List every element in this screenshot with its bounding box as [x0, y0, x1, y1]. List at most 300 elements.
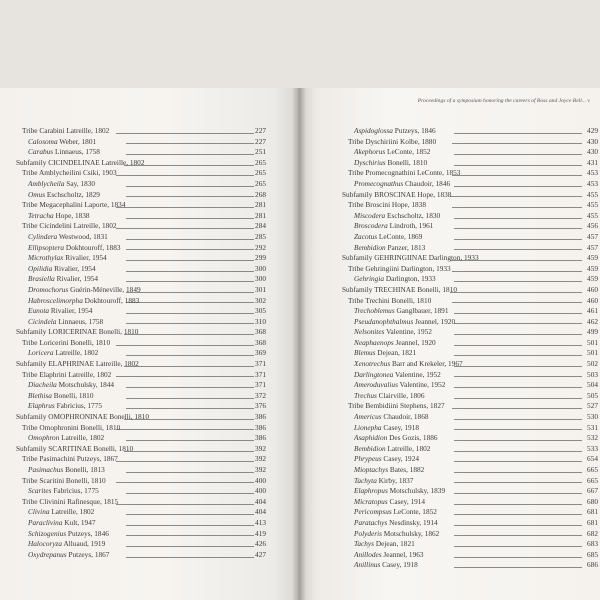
- leader-line: [454, 355, 582, 356]
- toc-entry-page: 371: [255, 369, 266, 379]
- toc-entry: [16, 190, 278, 201]
- toc-entry: [342, 221, 600, 232]
- toc-entry-name: Clivina Latreille, 1802: [28, 507, 95, 517]
- toc-entry-name: Mioptachys Bates, 1882: [354, 465, 425, 474]
- toc-entry-name: Scarites Fabricius, 1775: [28, 486, 99, 496]
- toc-entry-page: 456: [587, 221, 598, 231]
- leader-line: [454, 504, 582, 505]
- leader-line: [126, 546, 254, 547]
- toc-entry-page: 400: [255, 486, 266, 496]
- toc-entry-name: Asaphidion Des Gozis, 1886: [354, 433, 438, 443]
- toc-entry-name: Omus Eschscholtz, 1829: [28, 189, 100, 199]
- toc-entry-name: Omophron Latreille, 1802: [28, 433, 105, 443]
- toc-entry-name: Tachys Dejean, 1821: [354, 539, 415, 549]
- toc-entry: [16, 274, 278, 285]
- toc-entry-name: Calosoma Weber, 1801: [28, 136, 97, 146]
- toc-entry: [16, 539, 278, 550]
- toc-entry-name: Elaphropus Motschulsky, 1839: [354, 486, 446, 496]
- leader-line: [124, 334, 254, 335]
- toc-entry: [16, 518, 278, 529]
- leader-line: [124, 451, 254, 452]
- toc-entry: [16, 221, 278, 232]
- toc-entry-page: 392: [255, 465, 266, 474]
- leader-line: [116, 207, 254, 208]
- toc-entry-page: 499: [587, 327, 598, 337]
- left-page: [0, 88, 298, 600]
- toc-entry-page: 251: [255, 147, 266, 157]
- toc-entry-page: 281: [255, 210, 266, 220]
- toc-entry-name: Tribe Cicindelini Latreille, 1802: [22, 221, 117, 231]
- toc-entry-page: 427: [255, 549, 266, 559]
- toc-entry-page: 665: [587, 475, 598, 485]
- leader-line: [126, 355, 254, 356]
- toc-entry: [16, 327, 278, 338]
- leader-line: [452, 302, 582, 303]
- toc-entry: [342, 264, 600, 275]
- leader-line: [454, 482, 582, 483]
- leader-line: [126, 493, 254, 494]
- toc-entry: [16, 296, 278, 307]
- toc-entry-name: Tribe Carabini Latreille, 1802: [22, 126, 110, 135]
- toc-entry-page: 457: [587, 231, 598, 241]
- leader-line: [452, 408, 582, 409]
- leader-line: [126, 260, 254, 261]
- toc-entry-name: Tribe Dyschiriini Kolbe, 1880: [348, 136, 437, 146]
- toc-entry-page: 459: [587, 274, 598, 284]
- leader-line: [454, 557, 582, 558]
- leader-line: [126, 154, 254, 155]
- toc-entry-name: Trechoblemus Ganglbauer, 1891: [354, 306, 449, 316]
- toc-entry: [342, 560, 600, 571]
- toc-entry-name: Subfamily ELAPHRINAE Latreille, 1802: [16, 359, 139, 369]
- leader-line: [126, 472, 254, 473]
- toc-entry-page: 430: [587, 136, 598, 146]
- leader-line: [124, 366, 254, 367]
- leader-line: [454, 387, 582, 388]
- toc-entry-name: Blemus Dejean, 1821: [354, 348, 417, 358]
- toc-entry: [342, 507, 600, 518]
- toc-entry-name: Anillinus Casey, 1918: [354, 560, 418, 570]
- toc-entry-page: 686: [587, 560, 598, 570]
- toc-entry-page: 460: [587, 284, 598, 294]
- toc-entry-name: Amblycheila Say, 1830: [28, 178, 96, 188]
- leader-line: [454, 281, 582, 282]
- toc-entry: [342, 423, 600, 434]
- toc-entry-page: 505: [587, 390, 598, 400]
- toc-entry-name: Dyschirius Bonelli, 1810: [354, 157, 428, 167]
- leader-line: [454, 345, 582, 346]
- toc-entry: [342, 243, 600, 254]
- toc-entry-name: Tribe Loricerini Bonelli, 1810: [22, 337, 111, 347]
- toc-entry-page: 681: [587, 507, 598, 517]
- leader-line: [126, 440, 254, 441]
- toc-entry-name: Opilidia Rivalier, 1954: [28, 263, 96, 273]
- toc-entry: [342, 476, 600, 487]
- toc-entry-page: 462: [587, 316, 598, 326]
- toc-entry: [16, 476, 278, 487]
- toc-entry-name: Dromochorus Guérin-Méneville, 1849: [28, 284, 141, 294]
- toc-entry-page: 685: [587, 549, 598, 559]
- page-number: v: [587, 98, 590, 104]
- leader-line: [126, 218, 254, 219]
- toc-entry-page: 426: [255, 539, 266, 549]
- toc-entry-page: 284: [255, 221, 266, 231]
- toc-entry-name: Eunota Rivalier, 1954: [28, 306, 93, 316]
- toc-entry-name: Americus Chaudoir, 1868: [354, 412, 429, 422]
- leader-line: [126, 196, 254, 197]
- toc-entry-page: 530: [587, 412, 598, 422]
- toc-entry-name: Anillodes Jeannel, 1963: [354, 549, 424, 559]
- toc-entry-page: 430: [587, 147, 598, 157]
- toc-entry-name: Oxydrepanus Putzeys, 1867: [28, 549, 110, 559]
- toc-entry-name: Habroscelimorpha Dokhtouroff, 1883: [28, 295, 140, 305]
- toc-entry: [342, 486, 600, 497]
- toc-entry: [16, 359, 278, 370]
- toc-entry-name: Diacheila Motschulsky, 1844: [28, 380, 115, 390]
- toc-entry-page: 504: [587, 380, 598, 390]
- toc-entry-page: 431: [587, 157, 598, 167]
- toc-entry: [342, 327, 600, 338]
- leader-line: [126, 557, 254, 558]
- toc-entry-name: Subfamily OMOPHRONINAE Bonelli, 1810: [16, 412, 149, 422]
- toc-entry: [16, 497, 278, 508]
- toc-entry-page: 502: [587, 359, 598, 369]
- leader-line: [454, 334, 582, 335]
- toc-entry-name: Neaphaenops Jeannel, 1920: [354, 337, 436, 347]
- toc-entry-page: 404: [255, 496, 266, 506]
- toc-entry: [16, 380, 278, 391]
- toc-entry-page: 292: [255, 242, 266, 252]
- toc-entry-page: 301: [255, 284, 266, 294]
- toc-entry-page: 299: [255, 253, 266, 263]
- toc-entry-page: 300: [255, 274, 266, 284]
- toc-entry-name: Darlingtonea Valentine, 1952: [354, 369, 441, 379]
- toc-entry-page: 386: [255, 433, 266, 443]
- leader-line: [126, 292, 254, 293]
- toc-entry-page: 453: [587, 178, 598, 188]
- toc-entry: [16, 507, 278, 518]
- leader-line: [454, 366, 582, 367]
- right-contents-list: [342, 126, 600, 571]
- toc-entry-name: Tribe Promecognathini LeConte, 1853: [348, 168, 461, 178]
- toc-entry: [16, 306, 278, 317]
- toc-entry-page: 682: [587, 528, 598, 538]
- toc-entry-page: 404: [255, 507, 266, 517]
- toc-entry-name: Tribe Bembidiini Stephens, 1827: [348, 401, 445, 411]
- toc-entry: [342, 454, 600, 465]
- toc-entry-name: Cicindela Linnaeus, 1758: [28, 316, 104, 326]
- toc-entry-name: Pseudanophthalmus Jeannel, 1920: [354, 316, 456, 326]
- toc-entry: [16, 412, 278, 423]
- toc-entry: [16, 243, 278, 254]
- toc-entry: [342, 137, 600, 148]
- toc-entry-page: 455: [587, 210, 598, 220]
- toc-entry-page: 227: [255, 136, 266, 146]
- leader-line: [454, 472, 582, 473]
- toc-entry-page: 460: [587, 295, 598, 305]
- leader-line: [126, 535, 254, 536]
- toc-entry-name: Subfamily GEHRINGIINAE Darlington, 1933: [342, 253, 479, 263]
- toc-entry: [342, 370, 600, 381]
- toc-entry: [342, 211, 600, 222]
- toc-entry-name: Phrypeus Casey, 1924: [354, 454, 419, 464]
- toc-entry: [342, 412, 600, 423]
- toc-entry: [342, 168, 600, 179]
- toc-entry: [16, 232, 278, 243]
- toc-entry-name: Tetracha Hope, 1838: [28, 210, 90, 220]
- toc-entry-name: Tribe Gehringiini Darlington, 1933: [348, 263, 451, 273]
- toc-entry: [16, 317, 278, 328]
- toc-entry: [16, 348, 278, 359]
- toc-entry-name: Tribe Megacephalini Laporte, 1834: [22, 200, 126, 210]
- leader-line: [126, 323, 254, 324]
- leader-line: [116, 345, 254, 346]
- leader-line: [454, 133, 582, 134]
- toc-entry: [16, 444, 278, 455]
- toc-entry-name: Bembidion Latreille, 1802: [354, 443, 431, 453]
- toc-entry-name: Blethisa Bonelli, 1810: [28, 390, 94, 400]
- toc-entry-name: Tribe Broscini Hope, 1838: [348, 200, 426, 210]
- toc-entry-page: 268: [255, 189, 266, 199]
- toc-entry: [16, 179, 278, 190]
- leader-line: [126, 239, 254, 240]
- toc-entry: [342, 401, 600, 412]
- toc-entry-name: Tachyta Kirby, 1837: [354, 475, 414, 485]
- toc-entry-name: Bembidion Panzer, 1813: [354, 242, 426, 252]
- running-header: Proceedings of a symposium honoring the careers of Ross and Joyce Bell...: [417, 98, 586, 104]
- toc-entry-page: 665: [587, 465, 598, 474]
- toc-entry: [342, 539, 600, 550]
- toc-entry-page: 457: [587, 242, 598, 252]
- toc-entry-page: 455: [587, 200, 598, 210]
- toc-entry-page: 667: [587, 486, 598, 496]
- toc-entry-name: Subfamily LORICERINAE Bonelli, 1810: [16, 327, 139, 337]
- toc-entry: [342, 550, 600, 561]
- toc-entry: [342, 380, 600, 391]
- leader-line: [454, 323, 582, 324]
- toc-entry: [342, 147, 600, 158]
- toc-entry: [342, 158, 600, 169]
- toc-entry-name: Tribe Amblycheilini Csiki, 1903: [22, 168, 117, 178]
- toc-entry: [342, 274, 600, 285]
- toc-entry-page: 392: [255, 443, 266, 453]
- toc-entry: [342, 465, 600, 476]
- toc-entry: [16, 285, 278, 296]
- toc-entry-page: 371: [255, 380, 266, 390]
- toc-entry-page: 369: [255, 348, 266, 358]
- toc-entry: [16, 253, 278, 264]
- leader-line: [126, 143, 254, 144]
- toc-entry-page: 453: [587, 168, 598, 178]
- toc-entry: [16, 147, 278, 158]
- toc-entry-name: Broscodera Lindroth, 1961: [354, 221, 434, 231]
- toc-entry: [16, 423, 278, 434]
- toc-entry-page: 459: [587, 253, 598, 263]
- toc-entry: [342, 317, 600, 328]
- toc-entry: [16, 454, 278, 465]
- leader-line: [454, 218, 582, 219]
- leader-line: [126, 514, 254, 515]
- toc-entry-page: 300: [255, 263, 266, 273]
- leader-line: [126, 387, 254, 388]
- toc-entry-name: Loricera Latreille, 1802: [28, 348, 99, 358]
- toc-entry-name: Subfamily CICINDELINAE Latreille, 1802: [16, 157, 145, 167]
- toc-entry: [16, 550, 278, 561]
- toc-entry-page: 455: [587, 189, 598, 199]
- toc-entry-page: 285: [255, 231, 266, 241]
- toc-entry-name: Tribe Omophronini Bonelli, 1810: [22, 422, 121, 432]
- toc-entry-page: 654: [587, 454, 598, 464]
- toc-entry: [16, 211, 278, 222]
- leader-line: [454, 313, 582, 314]
- leader-line: [116, 175, 254, 176]
- toc-entry-name: Paraclivina Kult, 1947: [28, 517, 96, 527]
- toc-entry-page: 265: [255, 168, 266, 178]
- toc-entry-name: Paratachys Nesdinsky, 1914: [354, 517, 438, 527]
- leader-line: [126, 302, 254, 303]
- leader-line: [116, 429, 254, 430]
- toc-entry-page: 310: [255, 316, 266, 326]
- toc-entry-name: Miscodera Eschscholtz, 1830: [354, 210, 441, 220]
- leader-line: [126, 271, 254, 272]
- toc-entry-name: Xenotrechus Barr and Krekeler, 1967: [354, 359, 463, 369]
- toc-entry-name: Tribe Pasimachini Putzeys, 1867: [22, 454, 118, 464]
- toc-entry-name: Ameroduvalius Valentine, 1952: [354, 380, 446, 390]
- toc-entry-name: Pericompsus LeConte, 1852: [354, 507, 437, 517]
- toc-entry-page: 302: [255, 295, 266, 305]
- leader-line: [116, 228, 254, 229]
- leader-line: [452, 143, 582, 144]
- toc-entry: [342, 359, 600, 370]
- right-page: [298, 88, 600, 600]
- toc-entry-name: Gehringia Darlington, 1933: [354, 274, 436, 284]
- toc-entry-name: Tribe Elaphrini Latreille, 1802: [22, 369, 112, 379]
- toc-entry: [16, 529, 278, 540]
- toc-entry: [342, 296, 600, 307]
- toc-entry-page: 533: [587, 443, 598, 453]
- leader-line: [450, 196, 582, 197]
- leader-line: [126, 281, 254, 282]
- toc-entry-name: Carabus Linnaeus, 1758: [28, 147, 100, 157]
- toc-entry: [16, 391, 278, 402]
- toc-entry-name: Tribe Scaritini Bonelli, 1810: [22, 475, 106, 485]
- leader-line: [454, 535, 582, 536]
- toc-entry-page: 419: [255, 528, 266, 538]
- leader-line: [126, 398, 254, 399]
- toc-entry: [342, 529, 600, 540]
- toc-entry-page: 305: [255, 306, 266, 316]
- toc-entry: [342, 200, 600, 211]
- toc-entry-name: Nelsonites Valentine, 1952: [354, 327, 432, 337]
- leader-line: [126, 408, 254, 409]
- toc-entry-page: 531: [587, 422, 598, 432]
- toc-entry: [16, 200, 278, 211]
- leader-line: [126, 186, 254, 187]
- leader-line: [116, 504, 254, 505]
- toc-entry: [16, 158, 278, 169]
- toc-entry-name: Microthylax Rivalier, 1954: [28, 253, 107, 263]
- toc-entry-name: Subfamily BROSCINAE Hope, 1838: [342, 189, 452, 199]
- toc-entry-page: 527: [587, 401, 598, 411]
- toc-entry: [342, 338, 600, 349]
- toc-entry-name: Pasimachus Bonelli, 1813: [28, 465, 105, 474]
- toc-entry-page: 413: [255, 517, 266, 527]
- toc-entry-page: 503: [587, 369, 598, 379]
- toc-entry-page: 501: [587, 337, 598, 347]
- toc-entry: [342, 306, 600, 317]
- toc-entry-page: 372: [255, 390, 266, 400]
- leader-line: [454, 546, 582, 547]
- toc-entry-page: 532: [587, 433, 598, 443]
- toc-entry: [16, 126, 278, 137]
- toc-entry: [16, 168, 278, 179]
- toc-entry-page: 368: [255, 337, 266, 347]
- toc-entry-page: 459: [587, 263, 598, 273]
- toc-entry: [342, 391, 600, 402]
- toc-entry-page: 281: [255, 200, 266, 210]
- toc-entry-page: 400: [255, 475, 266, 485]
- leader-line: [454, 376, 582, 377]
- toc-entry-page: 376: [255, 401, 266, 411]
- leader-line: [454, 398, 582, 399]
- leader-line: [454, 440, 582, 441]
- toc-entry: [342, 497, 600, 508]
- toc-entry: [342, 444, 600, 455]
- book-gutter-shadow: [292, 88, 306, 600]
- leader-line: [454, 419, 582, 420]
- toc-entry-page: 683: [587, 539, 598, 549]
- leader-line: [454, 249, 582, 250]
- toc-entry-name: Elaphrus Fabricius, 1775: [28, 401, 102, 411]
- toc-entry: [16, 137, 278, 148]
- toc-entry: [342, 285, 600, 296]
- toc-entry-name: Trechus Clairville, 1806: [354, 390, 425, 400]
- toc-entry-page: 501: [587, 348, 598, 358]
- toc-entry: [342, 232, 600, 243]
- leader-line: [126, 525, 254, 526]
- toc-entry-name: Ellipsoptera Dokhtouroff, 1883: [28, 242, 121, 252]
- toc-entry: [342, 518, 600, 529]
- toc-entry-name: Promecognathus Chaudoir, 1846: [354, 178, 451, 188]
- toc-entry-page: 227: [255, 126, 266, 135]
- toc-entry-page: 371: [255, 359, 266, 369]
- leader-line: [454, 514, 582, 515]
- leader-line: [454, 186, 582, 187]
- toc-entry-page: 386: [255, 412, 266, 422]
- toc-entry-page: 681: [587, 517, 598, 527]
- left-contents-list: [16, 126, 278, 560]
- leader-line: [126, 313, 254, 314]
- toc-entry-page: 429: [587, 126, 598, 135]
- leader-line: [116, 133, 254, 134]
- leader-line: [450, 292, 582, 293]
- leader-line: [454, 451, 582, 452]
- toc-entry-name: Lionepha Casey, 1918: [354, 422, 420, 432]
- leader-line: [452, 207, 582, 208]
- toc-entry-name: Tribe Trechini Bonelli, 1810: [348, 295, 432, 305]
- leader-line: [454, 239, 582, 240]
- leader-line: [454, 461, 582, 462]
- toc-entry: [16, 486, 278, 497]
- toc-entry-name: Tribe Clivinini Rafinesque, 1815: [22, 496, 119, 506]
- toc-entry-name: Cylindera Westwood, 1831: [28, 231, 108, 241]
- toc-entry-name: Polyderis Motschulsky, 1862: [354, 528, 440, 538]
- toc-entry: [342, 253, 600, 264]
- toc-entry-name: Subfamily SCARITINAE Bonelli, 1810: [16, 443, 134, 453]
- toc-entry-name: Micratopus Casey, 1914: [354, 496, 426, 506]
- toc-entry-page: 680: [587, 496, 598, 506]
- leader-line: [454, 154, 582, 155]
